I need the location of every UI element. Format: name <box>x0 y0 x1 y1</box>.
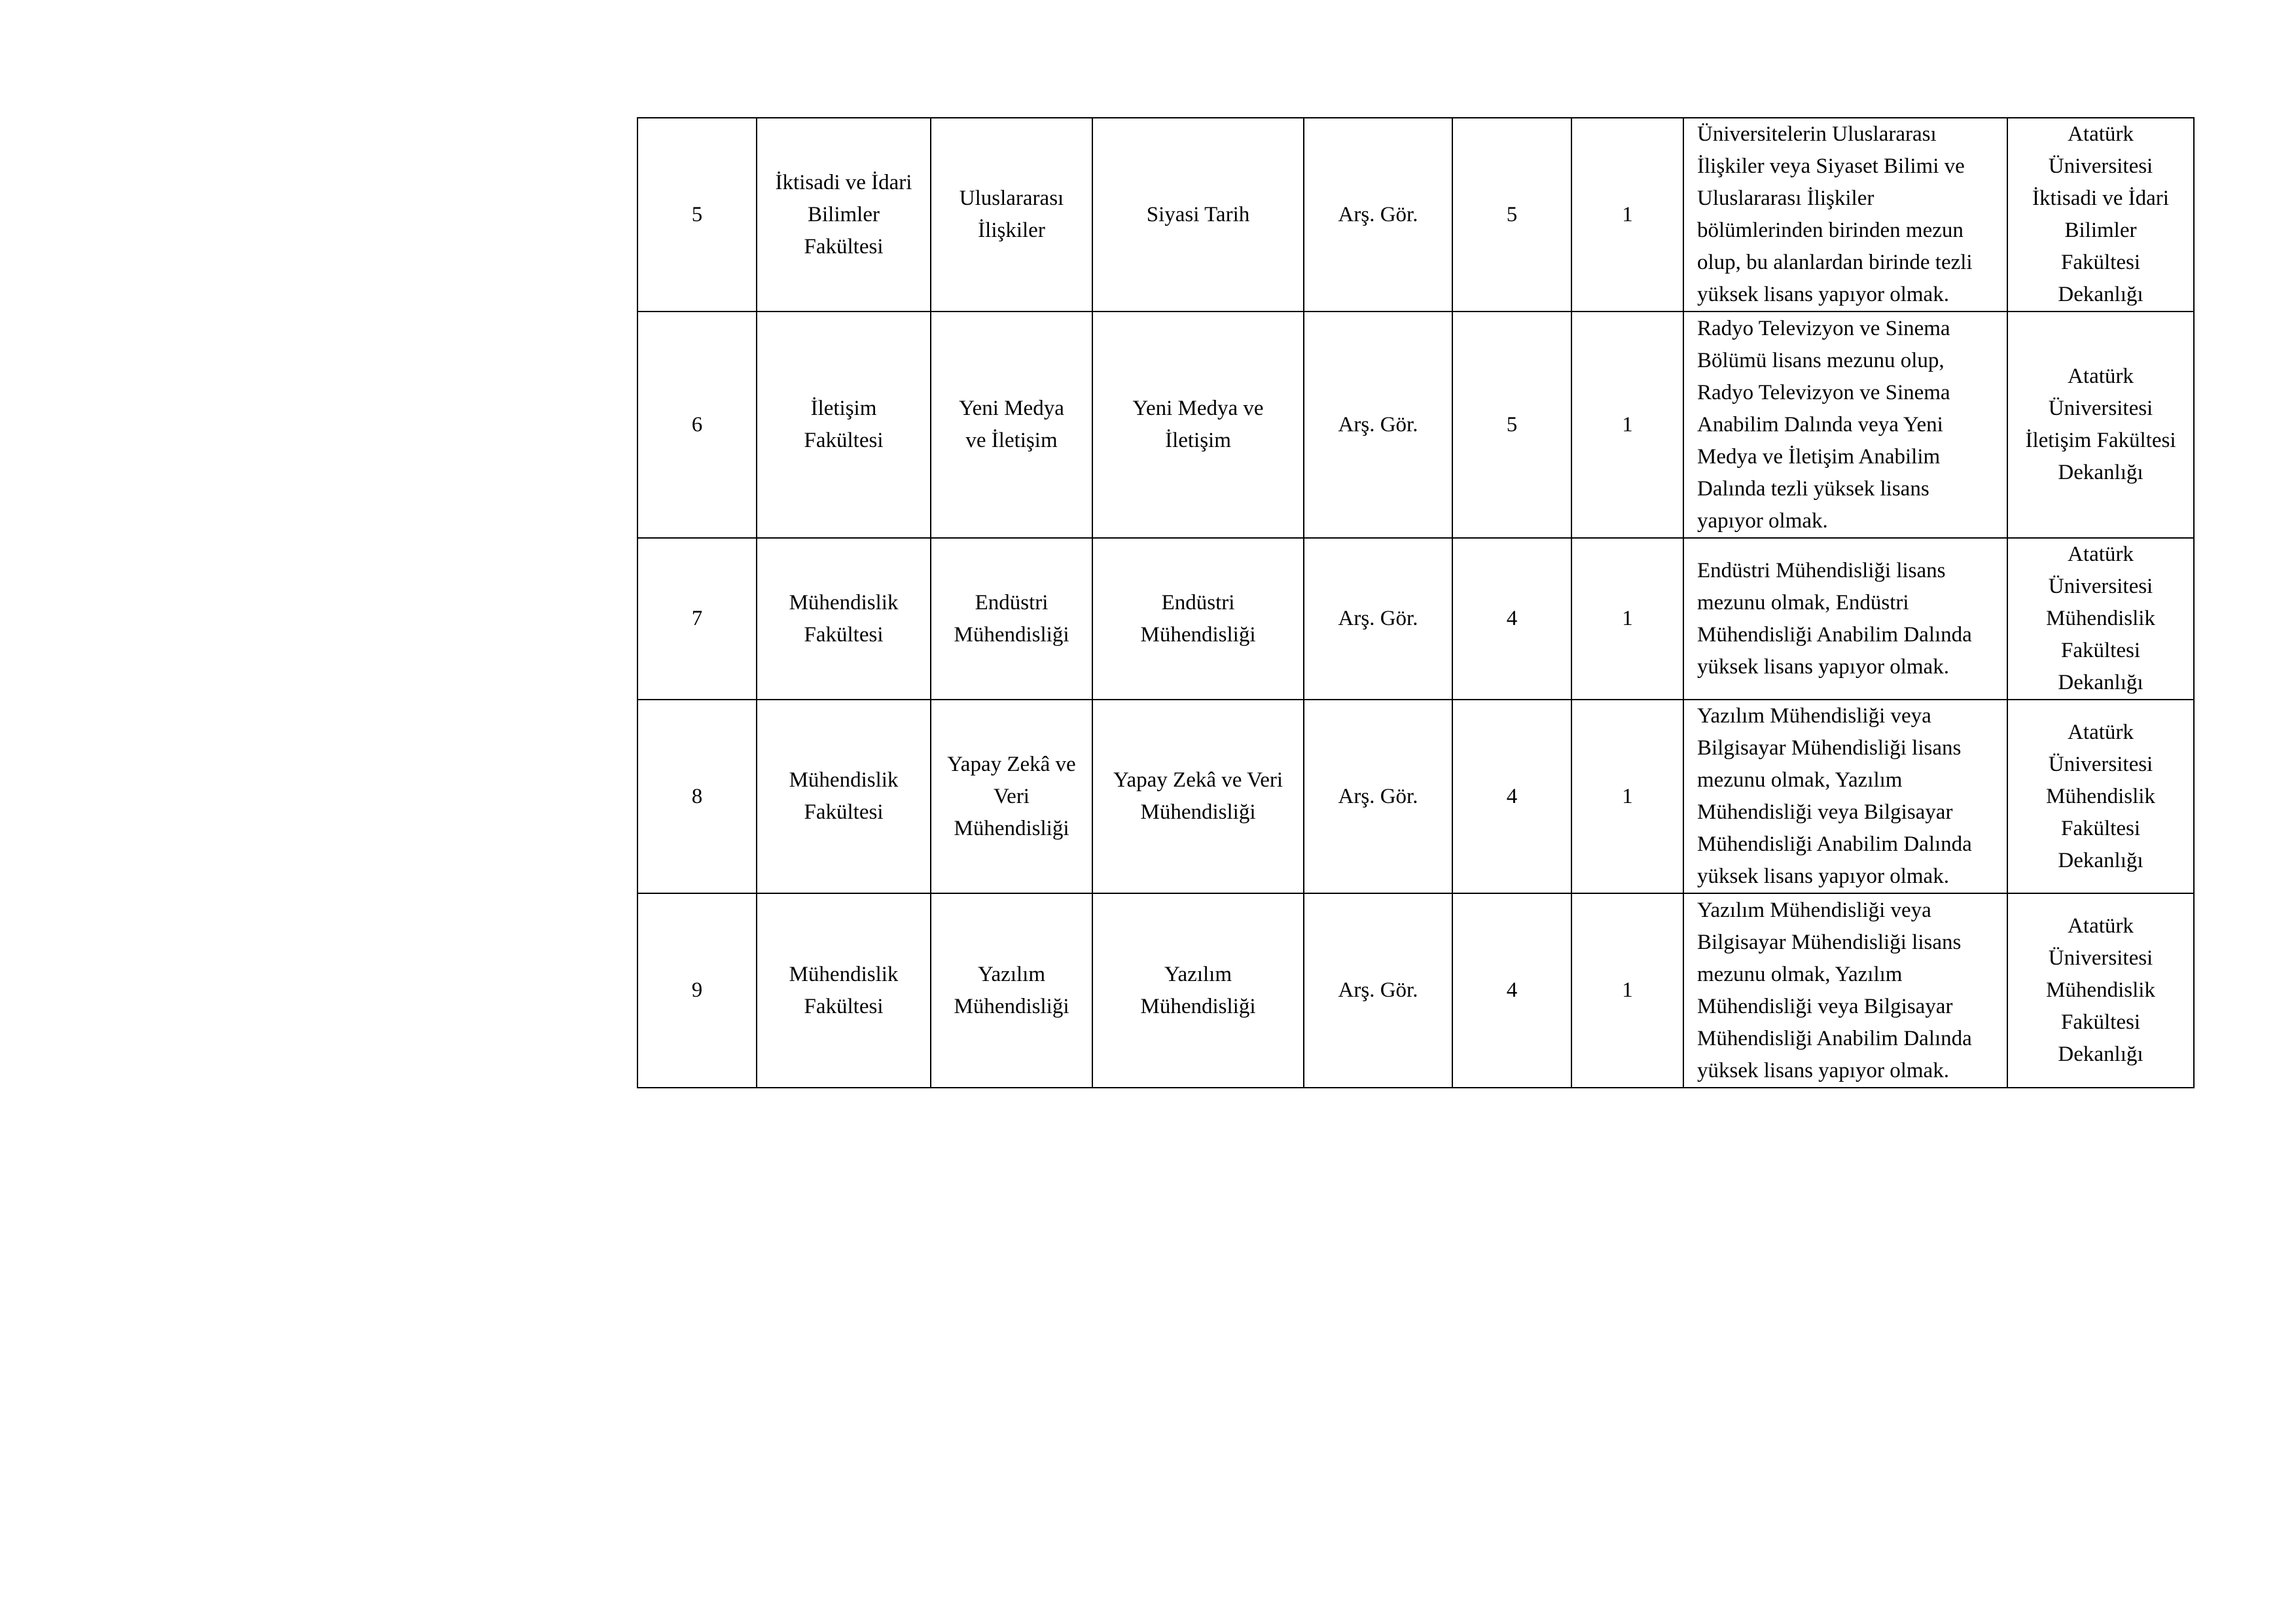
degree-cell: 5 <box>1452 312 1571 538</box>
table-row <box>637 312 2194 538</box>
row-number-cell: 6 <box>637 312 757 538</box>
field-cell: Siyasi Tarih <box>1092 118 1304 312</box>
row-number-cell: 8 <box>637 700 757 893</box>
department-cell: Endüstri Mühendisliği <box>931 538 1092 700</box>
faculty-cell: Mühendislik Fakültesi <box>757 893 931 1088</box>
row-number-cell: 7 <box>637 538 757 700</box>
conditions-cell: Üniversitelerin Uluslararası İlişkiler veya Siyaset Bilimi ve Uluslararası İlişkiler bölümlerinden birinden mezun olup, bu alanlardan birinde tezli yüksek lisans yapıyor olmak. <box>1683 118 2007 312</box>
degree-cell: 5 <box>1452 118 1571 312</box>
department-cell: Yeni Medya ve İletişim <box>931 312 1092 538</box>
application-cell: Atatürk Üniversitesi İletişim Fakültesi Dekanlığı <box>2007 312 2194 538</box>
title-cell: Arş. Gör. <box>1304 538 1452 700</box>
count-cell: 1 <box>1571 312 1683 538</box>
title-cell: Arş. Gör. <box>1304 312 1452 538</box>
department-cell: Yapay Zekâ ve Veri Mühendisliği <box>931 700 1092 893</box>
table-row <box>637 893 2194 1088</box>
degree-cell: 4 <box>1452 538 1571 700</box>
conditions-cell: Endüstri Mühendisliği lisans mezunu olmak, Endüstri Mühendisliği Anabilim Dalında yüksek lisans yapıyor olmak. <box>1683 538 2007 700</box>
application-cell: Atatürk Üniversitesi İktisadi ve İdari Bilimler Fakültesi Dekanlığı <box>2007 118 2194 312</box>
positions-table <box>637 117 2195 1088</box>
field-cell: Endüstri Mühendisliği <box>1092 538 1304 700</box>
field-cell: Yazılım Mühendisliği <box>1092 893 1304 1088</box>
count-cell: 1 <box>1571 893 1683 1088</box>
field-cell: Yeni Medya ve İletişim <box>1092 312 1304 538</box>
count-cell: 1 <box>1571 538 1683 700</box>
title-cell: Arş. Gör. <box>1304 700 1452 893</box>
conditions-cell: Yazılım Mühendisliği veya Bilgisayar Mühendisliği lisans mezunu olmak, Yazılım Mühendisliği veya Bilgisayar Mühendisliği Anabilim Dalında yüksek lisans yapıyor olmak. <box>1683 700 2007 893</box>
department-cell: Yazılım Mühendisliği <box>931 893 1092 1088</box>
application-cell: Atatürk Üniversitesi Mühendislik Fakültesi Dekanlığı <box>2007 538 2194 700</box>
faculty-cell: İktisadi ve İdari Bilimler Fakültesi <box>757 118 931 312</box>
conditions-cell: Radyo Televizyon ve Sinema Bölümü lisans mezunu olup, Radyo Televizyon ve Sinema Anabilim Dalında veya Yeni Medya ve İletişim Anabilim Dalında tezli yüksek lisans yapıyor olmak. <box>1683 312 2007 538</box>
faculty-cell: İletişim Fakültesi <box>757 312 931 538</box>
title-cell: Arş. Gör. <box>1304 893 1452 1088</box>
department-cell: Uluslararası İlişkiler <box>931 118 1092 312</box>
row-number-cell: 5 <box>637 118 757 312</box>
row-number-cell: 9 <box>637 893 757 1088</box>
faculty-cell: Mühendislik Fakültesi <box>757 700 931 893</box>
table-row <box>637 700 2194 893</box>
count-cell: 1 <box>1571 700 1683 893</box>
table-row <box>637 118 2194 312</box>
count-cell: 1 <box>1571 118 1683 312</box>
table-row <box>637 538 2194 700</box>
application-cell: Atatürk Üniversitesi Mühendislik Fakültesi Dekanlığı <box>2007 700 2194 893</box>
title-cell: Arş. Gör. <box>1304 118 1452 312</box>
faculty-cell: Mühendislik Fakültesi <box>757 538 931 700</box>
degree-cell: 4 <box>1452 893 1571 1088</box>
degree-cell: 4 <box>1452 700 1571 893</box>
field-cell: Yapay Zekâ ve Veri Mühendisliği <box>1092 700 1304 893</box>
application-cell: Atatürk Üniversitesi Mühendislik Fakültesi Dekanlığı <box>2007 893 2194 1088</box>
conditions-cell: Yazılım Mühendisliği veya Bilgisayar Mühendisliği lisans mezunu olmak, Yazılım Mühendisliği veya Bilgisayar Mühendisliği Anabilim Dalında yüksek lisans yapıyor olmak. <box>1683 893 2007 1088</box>
